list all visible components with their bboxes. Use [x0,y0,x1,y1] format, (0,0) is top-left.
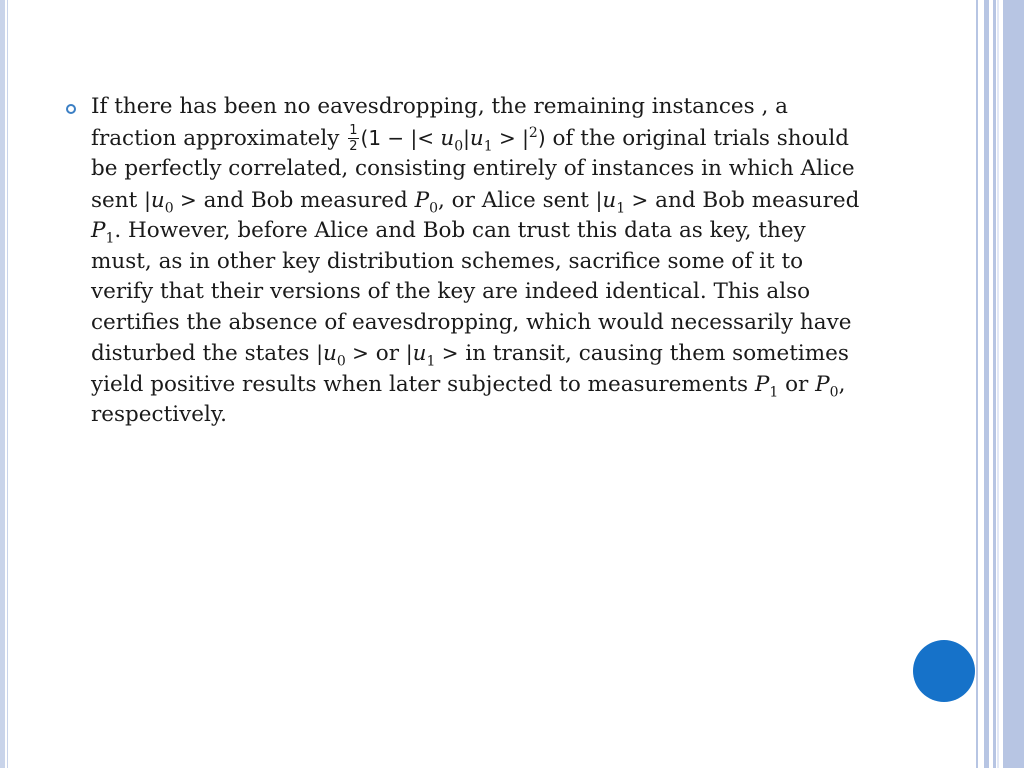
right-decorative-stripes [976,0,1024,768]
text-run: or [368,341,406,366]
stripe [997,0,999,768]
subscript: 1 [769,383,779,400]
bullet-paragraph [91,92,866,431]
math-var: u [469,125,484,151]
math-var: P [414,187,430,213]
text-run: , respectively. [91,371,846,427]
fraction [348,123,358,154]
subscript: 0 [429,199,438,216]
math-var: P [815,371,830,397]
math-var: u [602,187,617,213]
subscript: 0 [829,383,839,400]
slide-nav-button[interactable] [913,640,975,702]
math-run: > [625,187,649,212]
math-run: | [405,341,413,365]
stripe [1003,0,1024,768]
math-var: u [412,341,427,366]
subscript: 0 [164,199,174,216]
slide-content [66,92,866,431]
stripe [976,0,978,768]
math-run: (1 − |< [360,125,441,150]
math-run: > [435,341,459,365]
subscript: 1 [616,199,626,216]
text-run: and Bob measured [196,187,415,213]
math-var: P [91,218,106,243]
text-run: in transit, causing them sometimes yield positive results when later subjected to measurements [91,341,849,397]
superscript: 2 [528,124,538,141]
subscript: 0 [336,353,346,370]
math-var: P [754,371,770,397]
subscript: 1 [426,353,436,370]
subscript: 0 [454,137,464,154]
math-run: | [144,187,151,212]
left-border-rule [0,0,5,768]
text-run: and Bob measured [648,187,860,213]
math-var: u [150,187,165,213]
bullet-item [66,92,866,431]
stripe [984,0,989,768]
stripe [993,0,996,768]
math-var: u [440,125,455,151]
math-run: | [316,341,324,365]
fraction-denominator: 2 [349,139,358,154]
math-run: | [595,187,603,212]
math-var: u [323,341,337,366]
math-run: ) [537,125,546,150]
text-run: . However, before Alice and Bob can trust this data as key, they must, as in other key distribution schemes, sacrifice some of it to verify that their versions of the key are indeed identical. This also certifies the absence of eavesdropping, which would necessarily have disturbed the states [91,218,852,366]
text-run: If there has been no eavesdropping, the remaining instances , a fraction approximately [91,94,788,151]
subscript: 1 [483,137,493,154]
fraction-numerator: 1 [349,123,358,138]
text-run: , or Alice sent [437,187,596,213]
math-run: > | [492,125,529,150]
math-run: > [173,187,197,212]
text-run: or [778,371,816,397]
subscript: 1 [105,230,115,247]
text-run: of the original trials should be perfectly correlated, consisting entirely of instances in which Alice sent [91,125,855,213]
bullet-circle-icon [66,104,76,114]
math-run: | [463,125,470,150]
math-run: > [345,341,369,365]
